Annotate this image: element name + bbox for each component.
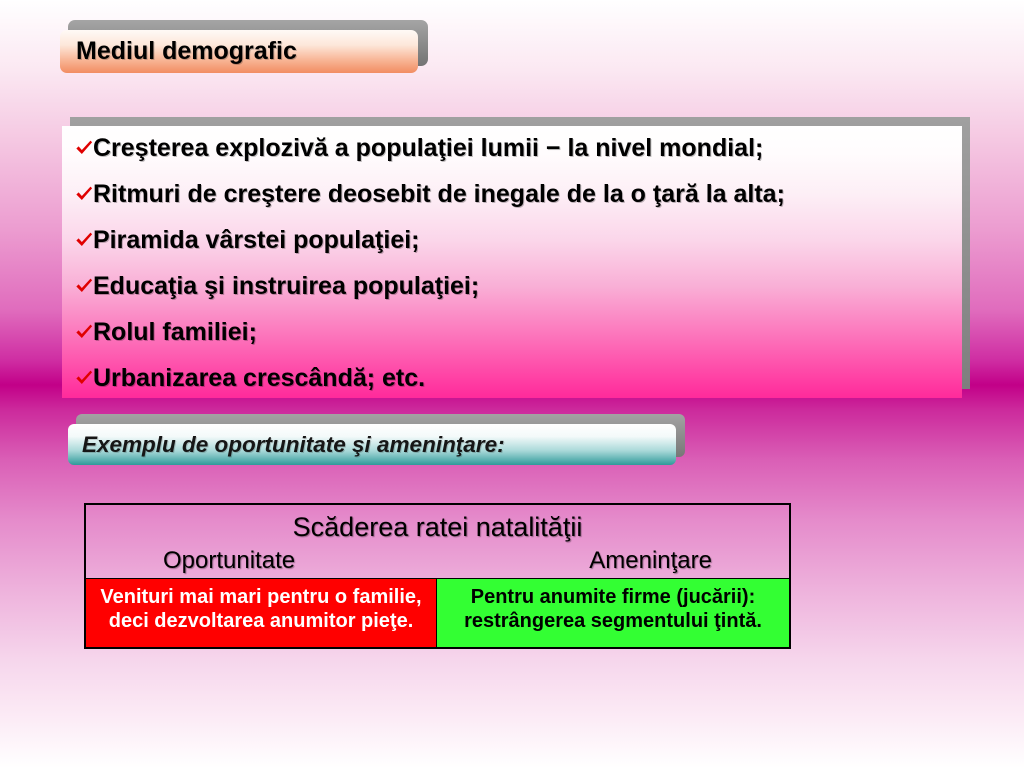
column-header-opportunity: Oportunitate	[163, 547, 296, 574]
cell-line: Venituri mai mari pentru o familie,	[100, 586, 422, 608]
example-banner	[68, 424, 676, 465]
opportunity-cell	[86, 579, 437, 647]
check-icon	[75, 139, 93, 157]
bullet-item	[62, 263, 962, 309]
check-icon	[75, 277, 93, 295]
check-icon	[75, 185, 93, 203]
check-icon	[75, 369, 93, 387]
bullet-text: Urbanizarea crescândă; etc.	[93, 364, 426, 392]
cell-line: restrângerea segmentului ţintă.	[464, 610, 762, 632]
natality-table	[84, 503, 791, 649]
table-title: Scăderea ratei natalităţii	[292, 512, 583, 542]
bullet-text: Piramida vârstei populaţiei;	[93, 226, 420, 254]
page-title: Mediul demografic	[76, 37, 297, 65]
cell-line: Pentru anumite firme (jucării):	[470, 586, 756, 608]
bullet-text: Educaţia şi instruirea populaţiei;	[93, 272, 480, 300]
bullet-item	[62, 309, 962, 355]
bullet-item	[62, 171, 962, 217]
cell-line: deci dezvoltarea anumitor pieţe.	[108, 610, 414, 632]
bullet-panel	[62, 126, 962, 398]
example-heading: Exemplu de oportunitate şi ameninţare:	[82, 432, 505, 457]
bullet-text: Rolul familiei;	[93, 318, 257, 346]
check-icon	[75, 323, 93, 341]
column-header-threat: Ameninţare	[589, 547, 712, 574]
title-box	[60, 30, 418, 73]
bullet-item	[62, 125, 962, 171]
bullet-text: Ritmuri de creştere deosebit de inegale de la o ţară la alta;	[93, 180, 785, 208]
check-icon	[75, 231, 93, 249]
threat-cell	[437, 579, 789, 647]
table-header	[86, 505, 789, 578]
table-row	[86, 578, 789, 647]
bullet-list	[62, 125, 962, 401]
bullet-item	[62, 355, 962, 401]
bullet-text: Creşterea explozivă a populaţiei lumii − la nivel mondial;	[93, 134, 764, 162]
bullet-item	[62, 217, 962, 263]
